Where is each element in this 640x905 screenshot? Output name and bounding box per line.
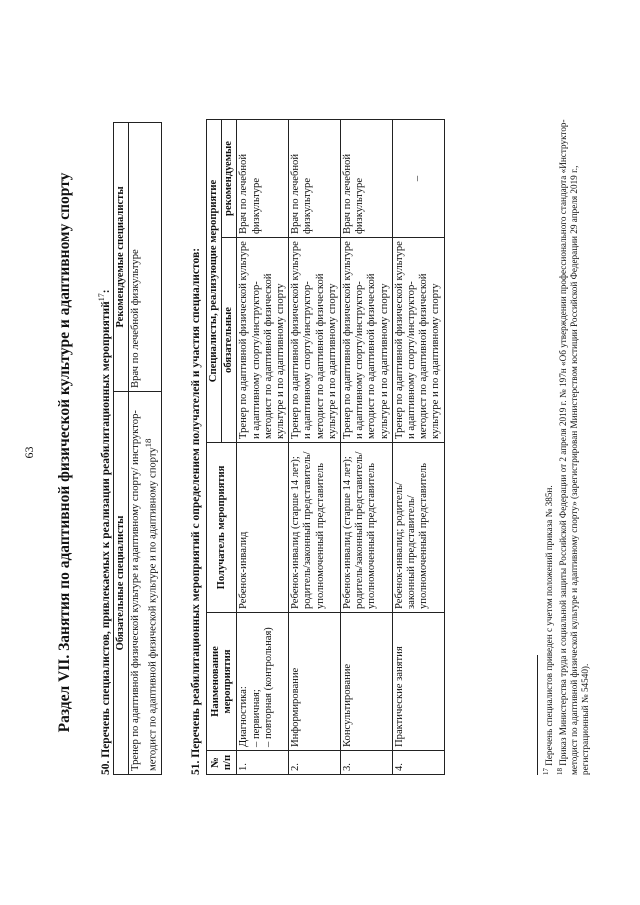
- th-num: № п/п: [207, 751, 237, 775]
- cell-recipient: Ребенок-инвалид; родитель/законный представитель/уполномоченный представитель: [392, 443, 444, 613]
- table-row: [392, 119, 444, 774]
- cell-mandatory: Тренер по адаптивной физической культуре и адаптивному спорту/инструктор-методист по адаптивной физической культуре и по адаптивному спорту: [289, 238, 341, 443]
- page-number: 63: [22, 446, 36, 459]
- footnote-18-num: 18: [556, 768, 565, 775]
- cell-activity-name: Информирование: [289, 613, 341, 751]
- th-mandatory-specialists: Обязательные специалисты: [114, 392, 129, 775]
- cell-recommended: Врач по лечебной физкультуре: [129, 123, 162, 392]
- th-recommended-specialists: Рекомендуемые специалисты: [114, 123, 129, 392]
- footnote-17-num: 17: [542, 768, 550, 775]
- footnote-18: [555, 115, 591, 775]
- subitem-repeat: – повторная (контрольная): [263, 616, 275, 747]
- th-activity-name: Наименование мероприятия: [207, 613, 237, 751]
- footnote-divider: [537, 655, 538, 775]
- footnote-ref-17: 17: [97, 293, 106, 302]
- subitem-primary: – первичная;: [251, 616, 263, 747]
- activity-name-text: Диагностика:: [238, 686, 250, 747]
- cell-recommended: Врач по лечебной физкультуре: [341, 119, 393, 237]
- th-recipient: Получатель мероприятия: [207, 443, 237, 613]
- table50-row: [129, 123, 162, 775]
- cell-recipient: Ребенок-инвалид (старше 14 лет); родитель/законный представитель/уполномоченный представитель: [289, 443, 341, 613]
- activities-table: [206, 119, 445, 775]
- table51-heading: 51. Перечень реабилитационных мероприятий с определением получателей и участия специалистов:: [190, 247, 202, 775]
- footnote-17: [541, 115, 555, 775]
- table50-header-row: [114, 123, 129, 775]
- cell-mandatory: Тренер по адаптивной физической культуре и адаптивному спорту/инструктор-методист по адаптивной физической культуре и по адаптивному спорту: [392, 238, 444, 443]
- cell-num: 4.: [392, 751, 444, 775]
- table51-header-row-1: [207, 119, 222, 774]
- cell-num: 3.: [341, 751, 393, 775]
- footnotes: [541, 115, 591, 775]
- cell-recommended: Врач по лечебной физкультуре: [289, 119, 341, 237]
- th-recommended: рекомендуемые: [222, 119, 237, 237]
- cell-recommended: Врач по лечебной физкультуре: [237, 119, 289, 237]
- cell-recipient: Ребенок-инвалид (старше 14 лет); родитель/законный представитель/уполномоченный представитель: [341, 443, 393, 613]
- cell-num: 1.: [237, 751, 289, 775]
- cell-activity-name: Практические занятия: [392, 613, 444, 751]
- table50-heading-text: 50. Перечень специалистов, привлекаемых к реализации реабилитационных мероприятий: [99, 301, 112, 775]
- cell-recipient: Ребенок-инвалид: [237, 443, 289, 613]
- table-row: [289, 119, 341, 774]
- th-mandatory: обязательные: [222, 238, 237, 443]
- table-row: [341, 119, 393, 774]
- cell-activity-name: [237, 613, 289, 751]
- footnote-ref-18: 18: [143, 438, 154, 448]
- cell-mandatory: Тренер по адаптивной физической культуре и адаптивному спорту/инструктор-методист по адаптивной физической культуре и по адаптивному спорту: [341, 238, 393, 443]
- table-row: [237, 119, 289, 774]
- diagnostics-subitems: [251, 616, 275, 747]
- specialists-table: [113, 122, 162, 775]
- cell-recommended: –: [392, 119, 444, 237]
- cell-num: 2.: [289, 751, 341, 775]
- cell-mandatory: [129, 392, 162, 775]
- cell-mandatory: Тренер по адаптивной физической культуре и адаптивному спорту/инструктор-методист по адаптивной физической культуре и по адаптивному спорту: [237, 238, 289, 443]
- table50-heading: 50. Перечень специалистов, привлекаемых к реализации реабилитационных мероприятий$^{17}$:: [97, 289, 112, 775]
- cell-activity-name: Консультирование: [341, 613, 393, 751]
- section-title: Раздел VII. Занятия по адаптивной физической культуре и адаптивному спорту: [56, 172, 73, 733]
- footnote-17-text: Перечень специалистов приведен с учетом положений приказа № 385н.: [544, 485, 555, 766]
- footnote-18-text: Приказ Министерства труда и социальной защиты Российской Федерации от 2 апреля 2019 г. № 197н «Об утверждении профессионального стандарта «Инструктор-методист по адаптивной физической культуре и адаптивному спорту» (зарегистрирован Министерством юстиции Российской Федерации 29 апреля 2019 г., регистрационный № 54540).: [558, 119, 591, 775]
- th-specialists: Специалисты, реализующие мероприятие: [207, 119, 222, 442]
- cell-mandatory-text: Тренер по адаптивной физической культуре и адаптивному спорту/ инструктор-методист по адаптивной физической культуре и по адаптивному спорту: [130, 410, 159, 771]
